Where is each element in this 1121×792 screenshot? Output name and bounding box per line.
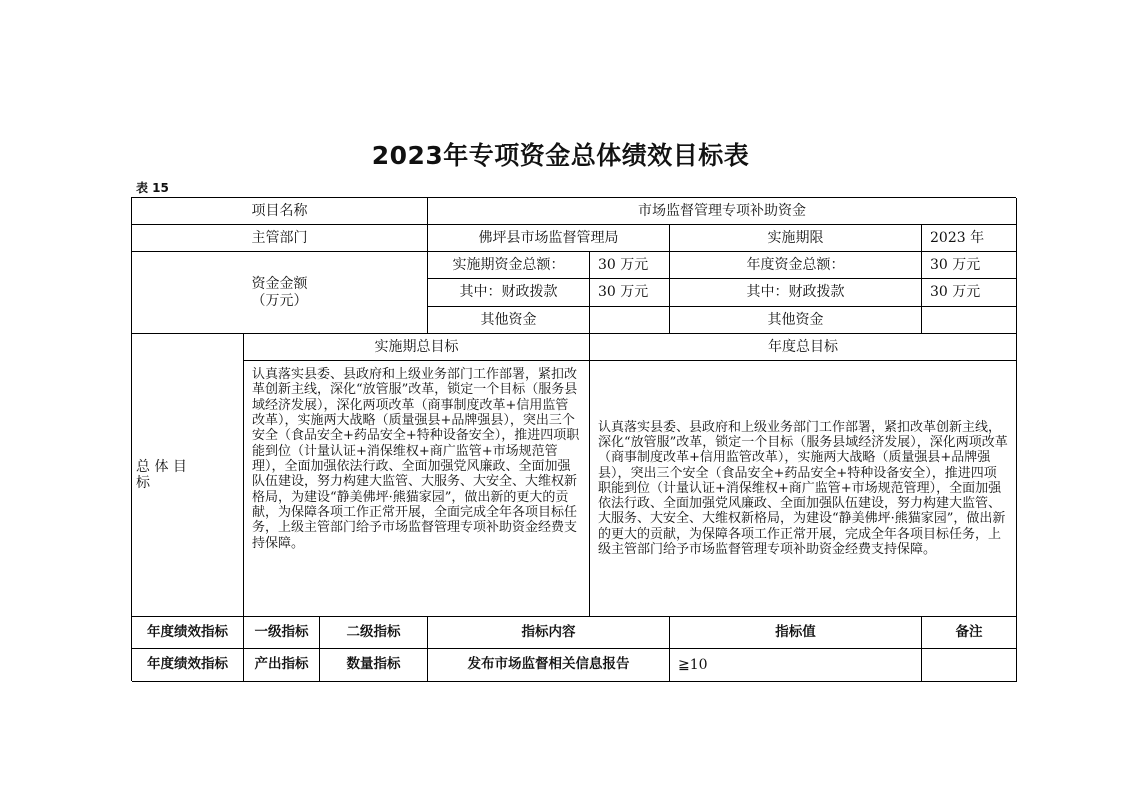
period-label: 实施期限: [670, 225, 922, 252]
annual-total-label: 年度资金总额：: [670, 252, 922, 279]
impl-other-label: 其他资金: [428, 307, 590, 334]
project-name-label: 项目名称: [132, 198, 428, 225]
impl-total-label: 实施期资金总额：: [428, 252, 590, 279]
fund-amount-label: 资金金额 （万元）: [132, 252, 428, 334]
performance-goal-table: [131, 197, 1016, 681]
dept-label: 主管部门: [132, 225, 428, 252]
indicator-header-level2: 二级指标: [320, 617, 428, 649]
impl-fiscal-value: 30 万元: [590, 279, 670, 307]
indicator-row-remark: [922, 649, 1017, 682]
indicator-header-remark: 备注: [922, 617, 1017, 649]
indicator-header-level1: 一级指标: [244, 617, 320, 649]
project-name-value: 市场监督管理专项补助资金: [428, 198, 1017, 225]
table-number: 表 15: [136, 181, 169, 195]
indicator-row-value: ≧10: [670, 649, 922, 682]
indicator-header-value: 指标值: [670, 617, 922, 649]
overall-goal-label: 总 体 目 标: [132, 334, 244, 617]
dept-value: 佛坪县市场监督管理局: [428, 225, 670, 252]
annual-fiscal-value: 30 万元: [922, 279, 1017, 307]
impl-other-value: [590, 307, 670, 334]
indicator-header-content: 指标内容: [428, 617, 670, 649]
indicator-row-content: 发布市场监督相关信息报告: [428, 649, 670, 682]
annual-total-value: 30 万元: [922, 252, 1017, 279]
impl-goal-text: 认真落实县委、县政府和上级业务部门工作部署，紧扣改革创新主线，深化“放管服”改革，锁定一个目标（服务县域经济发展），深化两项改革（商事制度改革+信用监管改革），实施两大战略（质量强县+品牌强县），突出三个安全（食品安全+药品安全+特种设备安全），推进四项职能到位（计量认证+消保维权+商广监管+市场规范管理），全面加强依法行政、全面加强党风廉政、全面加强队伍建设，努力构建大监管、大服务、大安全、大维权新格局，为建设“静美佛坪·熊猫家园”，做出新的更大的贡献，为保障各项工作正常开展，全面完成全年各项目标任务，上级主管部门给予市场监督管理专项补助资金经费支持保障。: [244, 361, 590, 617]
page-title: 2023年专项资金总体绩效目标表: [371, 141, 750, 170]
annual-other-label: 其他资金: [670, 307, 922, 334]
impl-goal-header: 实施期总目标: [244, 334, 590, 361]
indicator-row-level1: 产出指标: [244, 649, 320, 682]
impl-fiscal-label: 其中：财政拨款: [428, 279, 590, 307]
annual-goal-text: 认真落实县委、县政府和上级业务部门工作部署，紧扣改革创新主线，深化“放管服”改革，锁定一个目标（服务县域经济发展），深化两项改革（商事制度改革+信用监管改革），实施两大战略（质量强县+品牌强县），突出三个安全（食品安全+药品安全+特种设备安全），推进四项职能到位（计量认证+消保维权+商广监管+市场规范管理），全面加强依法行政、全面加强党风廉政、全面加强队伍建设，努力构建大监管、大服务、大安全、大维权新格局，为建设“静美佛坪·熊猫家园”，做出新的更大的贡献，为保障各项工作正常开展，完成全年各项目标任务，上级主管部门给予市场监督管理专项补助资金经费支持保障。: [590, 361, 1017, 617]
period-value: 2023 年: [922, 225, 1017, 252]
indicator-header-annual: 年度绩效指标: [132, 617, 244, 649]
impl-total-value: 30 万元: [590, 252, 670, 279]
annual-other-value: [922, 307, 1017, 334]
indicator-row-annual: 年度绩效指标: [132, 649, 244, 682]
annual-fiscal-label: 其中：财政拨款: [670, 279, 922, 307]
annual-goal-header: 年度总目标: [590, 334, 1017, 361]
indicator-row-level2: 数量指标: [320, 649, 428, 682]
